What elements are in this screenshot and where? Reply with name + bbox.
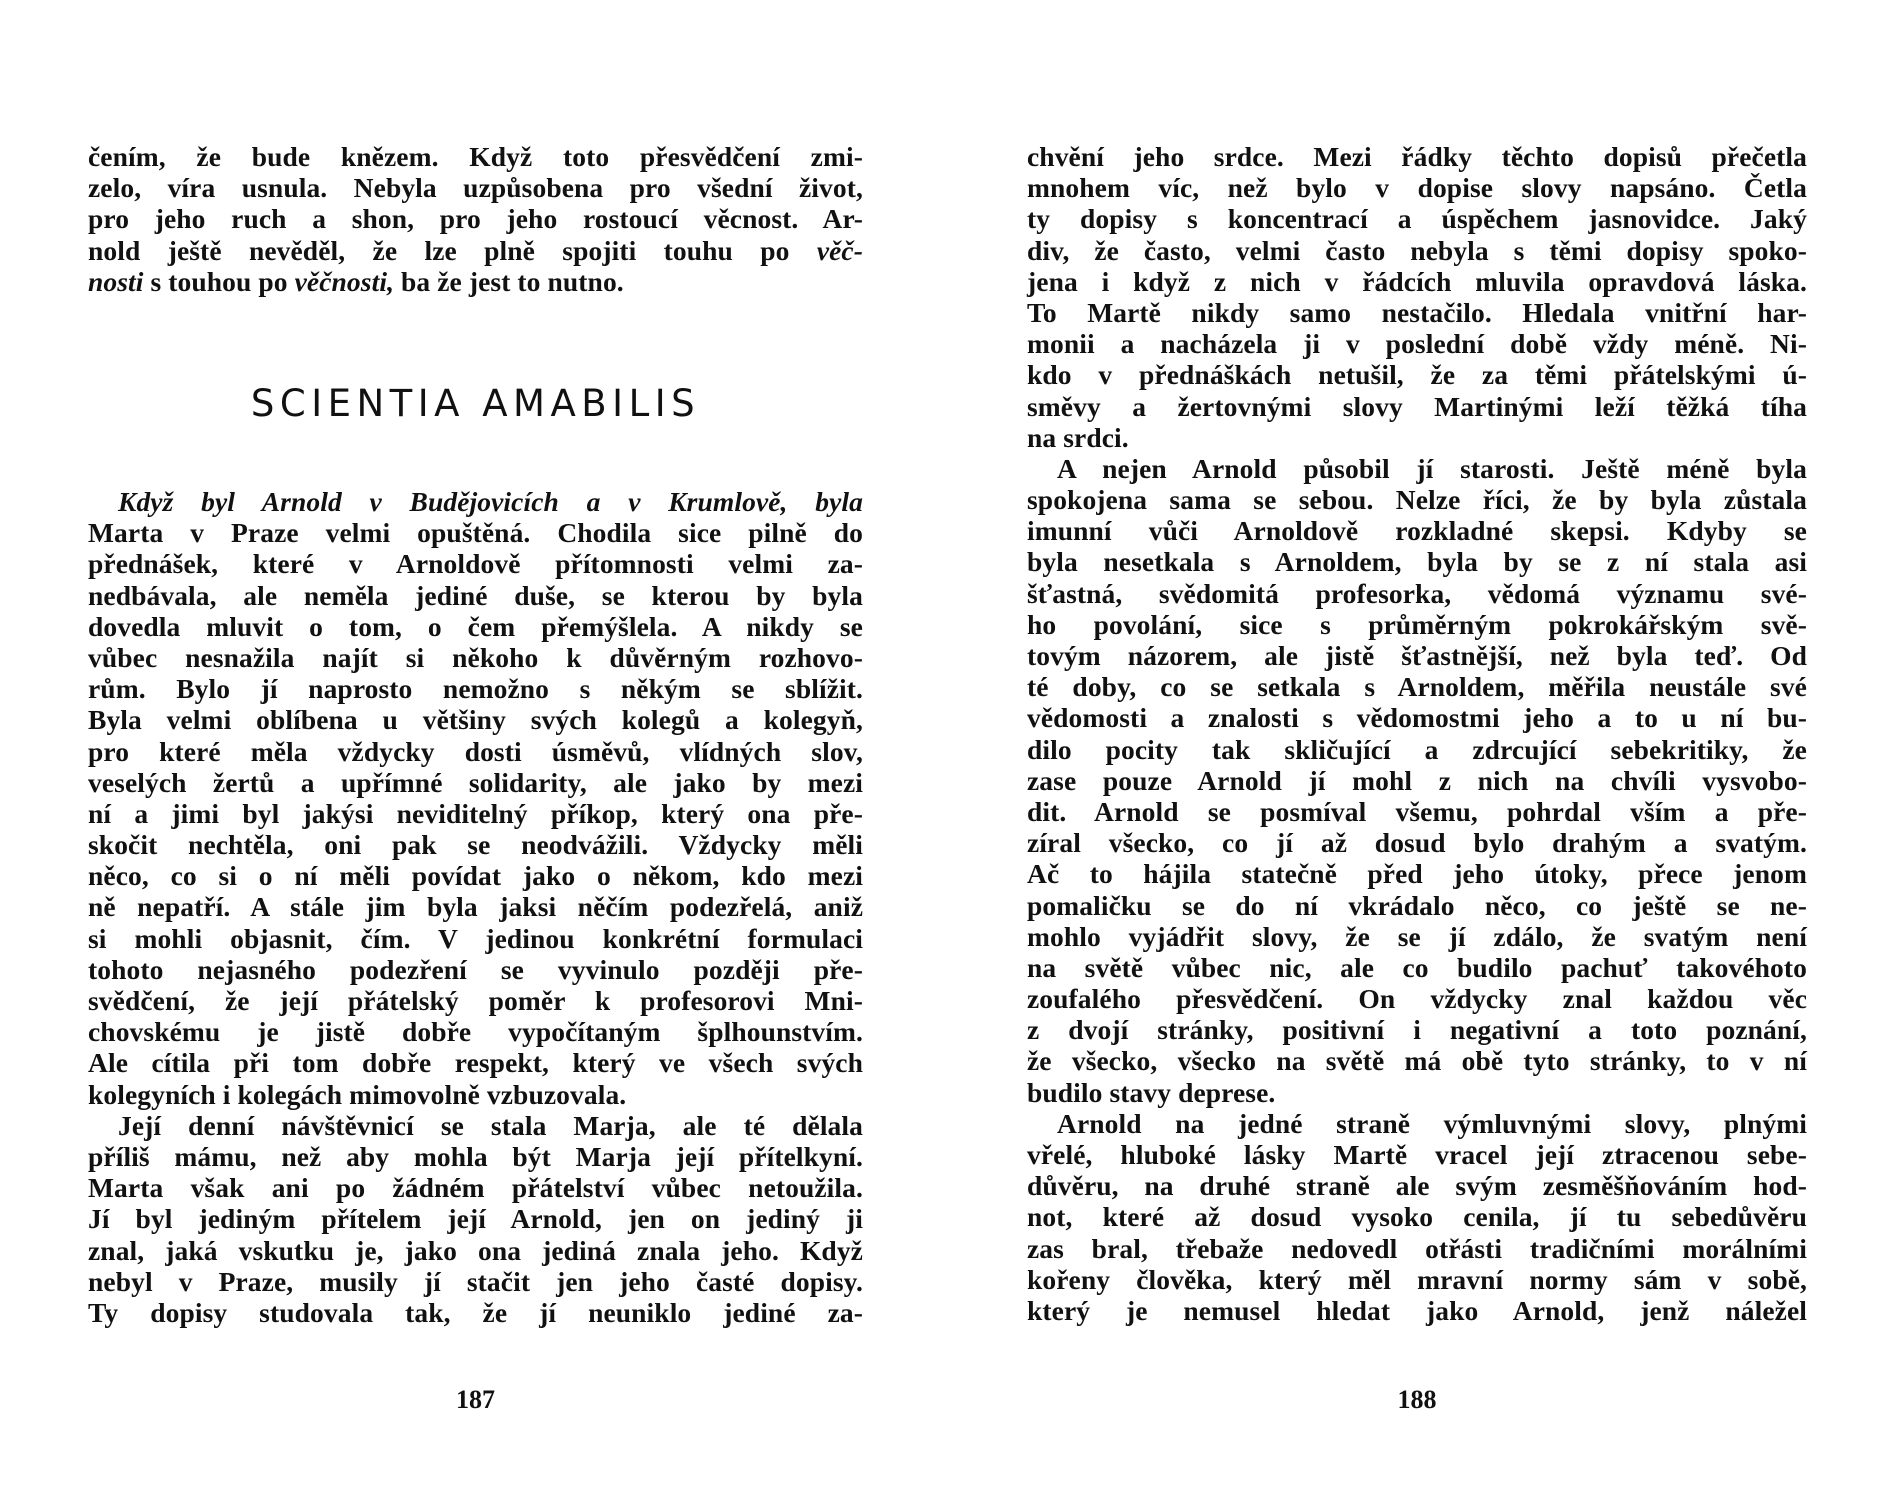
text-line: To Martě nikdy samo nestačilo. Hledala vnitřní har- <box>1027 296 1807 328</box>
text-line: příliš mámu, než aby mohla být Marja její přítelkyní. <box>88 1140 863 1172</box>
text-line: vůbec nesnažila najít si někoho k důvěrným rozhovo- <box>88 641 863 673</box>
text-line: ní a jimi byl jakýsi neviditelný příkop, který ona pře- <box>88 797 863 829</box>
text-line: chovskému je jistě dobře vypočítaným šplhounstvím. <box>88 1016 863 1048</box>
text-line: který je nemusel hledat jako Arnold, jenž náležel <box>1027 1294 1807 1326</box>
text-line: nedbávala, ale neměla jediné duše, se kterou by byla <box>88 579 863 611</box>
text-line: čením, že bude knězem. Když toto přesvědčení zmi- <box>88 141 863 172</box>
page-number: 188 <box>1397 1385 1437 1414</box>
text-line: Arnold na jedné straně výmluvnými slovy, plnými <box>1057 1107 1807 1139</box>
text-line: Ač to hájila statečně před jeho útoky, přece jenom <box>1027 858 1807 890</box>
text-line: monii a nacházela ji v poslední době vždy méně. Ni- <box>1027 328 1807 360</box>
text-line: ty dopisy s koncentrací a úspěchem jasnovidce. Jaký <box>1027 203 1807 235</box>
text-line: rům. Bylo jí naprosto nemožno s někým se sblížit. <box>88 673 863 705</box>
text-line: budilo stavy deprese. <box>1027 1076 1276 1108</box>
text-line: znal, jaká vskutku je, jako ona jediná znala jeho. Když <box>88 1234 863 1266</box>
text-line: kdo v přednáškách netušil, že za těmi přátelskými ú- <box>1027 359 1807 391</box>
text-line: zas bral, třebaže nedovedl otřásti tradičními morálními <box>1027 1232 1807 1264</box>
text-line: Ty dopisy studovala tak, že jí neuniklo jediné za- <box>88 1296 863 1328</box>
text-line <box>88 235 863 266</box>
text-line <box>88 266 863 297</box>
text-line: směvy a žertovnými slovy Martinými leží těžká tíha <box>1027 390 1807 422</box>
text-line: dovedla mluvit o tom, o čem přemýšlela. A nikdy se <box>88 610 863 642</box>
text-segment: nosti s touhou po věčnosti, ba že jest to nutno. <box>88 265 624 297</box>
text-line: tohoto nejasného podezření se vyvinulo později pře- <box>88 953 863 985</box>
text-line: Její denní návštěvnicí se stala Marja, ale té dělala <box>118 1109 863 1141</box>
text-line: kořeny člověka, který měl mravní normy sám v sobě, <box>1027 1263 1807 1295</box>
text-line: imunní vůči Arnoldově rozkladné skepsi. Kdyby se <box>1027 515 1807 547</box>
text-line: kolegyních i kolegách mimovolně vzbuzovala. <box>88 1078 627 1110</box>
text-line: chvění jeho srdce. Mezi řádky těchto dopisů přečetla <box>1027 141 1807 172</box>
text-line: tovým názorem, ale jistě šťastnější, než byla teď. Od <box>1027 640 1807 671</box>
text-line: Když byl Arnold v Budějovicích a v Krumlově, byla <box>118 486 863 517</box>
text-line: div, že často, velmi často nebyla s těmi dopisy spoko- <box>1027 234 1807 266</box>
text-line: na světě vůbec nic, ale co budilo pachuť takovéhoto <box>1027 951 1807 983</box>
text-line: dit. Arnold se posmíval všemu, pohrdal vším a pře- <box>1027 795 1807 827</box>
text-line: zíral všecko, co jí až dosud bylo drahým a svatým. <box>1027 827 1807 859</box>
text-line: že všecko, všecko na světě má obě tyto stránky, to v ní <box>1027 1045 1807 1077</box>
left-page <box>88 0 863 1500</box>
text-line: Byla velmi oblíbena u většiny svých kolegů a kolegyň, <box>88 704 863 736</box>
text-segment: nold ještě nevěděl, že lze plně spojiti touhu po věč- <box>88 234 863 266</box>
text-line: té doby, co se setkala s Arnoldem, měřila neustále své <box>1027 671 1807 703</box>
text-line: jena i když z nich v řádcích mluvila opravdová láska. <box>1027 265 1807 297</box>
text-line: Marta v Praze velmi opuštěná. Chodila sice pilně do <box>88 517 863 549</box>
text-line: z dvojí stránky, positivní i negativní a toto poznání, <box>1027 1014 1807 1046</box>
text-line: na srdci. <box>1027 421 1129 453</box>
right-page-body <box>1027 141 1807 1326</box>
right-page <box>1027 0 1807 1500</box>
text-line: nebyl v Praze, musily jí stačit jen jeho časté dopisy. <box>88 1265 863 1297</box>
text-line: mnohem víc, než bylo v dopise slovy napsáno. Četla <box>1027 172 1807 204</box>
text-line: zase pouze Arnold jí mohl z nich na chvíli vysvobo- <box>1027 764 1807 796</box>
text-line: vědomosti a znalosti s vědomostmi jeho a to u ní bu- <box>1027 702 1807 734</box>
text-line: něco, co si o ní měli povídat jako o někom, kdo mezi <box>88 860 863 892</box>
text-line: šťastná, svědomitá profesorka, vědomá významu své- <box>1027 577 1807 609</box>
text-line: Ale cítila při tom dobře respekt, který ve všech svých <box>88 1047 863 1079</box>
text-line: Jí byl jediným přítelem její Arnold, jen on jediný ji <box>88 1203 863 1235</box>
text-line: přednášek, které v Arnoldově přítomnosti velmi za- <box>88 548 863 580</box>
text-line: pro které měla vždycky dosti úsměvů, vlídných slov, <box>88 735 863 767</box>
text-line: pro jeho ruch a shon, pro jeho rostoucí věcnost. Ar- <box>88 203 863 235</box>
text-line: si mohli objasnit, čím. V jedinou konkrétní formulaci <box>88 922 863 954</box>
text-line: A nejen Arnold působil jí starosti. Ještě méně byla <box>1057 452 1807 484</box>
chapter-title: SCIENTIA AMABILIS <box>250 382 701 425</box>
text-line: zelo, víra usnula. Nebyla uzpůsobena pro všední život, <box>88 172 863 204</box>
text-line: zoufalého přesvědčení. On vždycky znal každou věc <box>1027 983 1807 1015</box>
text-line: důvěru, na druhé straně ale svým zesměšňováním hod- <box>1027 1170 1807 1202</box>
text-line: veselých žertů a upřímné solidarity, ale jako by mezi <box>88 766 863 798</box>
text-line: ho povolání, sice s průměrným pokrokářským svě- <box>1027 608 1807 640</box>
text-line: byla nesetkala s Arnoldem, byla by se z ní stala asi <box>1027 546 1807 578</box>
text-line: mohlo vyjádřit slovy, že se jí zdálo, že svatým není <box>1027 920 1807 952</box>
text-line: ně nepatří. A stále jim byla jaksi něčím podezřelá, aniž <box>88 891 863 923</box>
page-number: 187 <box>456 1385 495 1414</box>
left-page-body <box>88 486 863 1328</box>
text-line: pomaličku se do ní vkrádalo něco, co ještě se ne- <box>1027 889 1807 921</box>
text-line: not, které až dosud vysoko cenila, jí tu sebedůvěru <box>1027 1201 1807 1233</box>
text-line: Marta však ani po žádném přátelství vůbec netoužila. <box>88 1172 863 1204</box>
text-line: vřelé, hluboké lásky Martě vracel její ztracenou sebe- <box>1027 1139 1807 1170</box>
text-line: spokojena sama se sebou. Nelze říci, že by byla zůstala <box>1027 484 1807 516</box>
text-line: svědčení, že její přátelský poměr k profesorovi Mni- <box>88 985 863 1016</box>
text-line: skočit nechtěla, oni pak se neodvážili. Vždycky měli <box>88 829 863 861</box>
text-line: dilo pocity tak skličující a zdrcující sebekritiky, že <box>1027 733 1807 765</box>
left-page-top-paragraph <box>88 141 863 297</box>
